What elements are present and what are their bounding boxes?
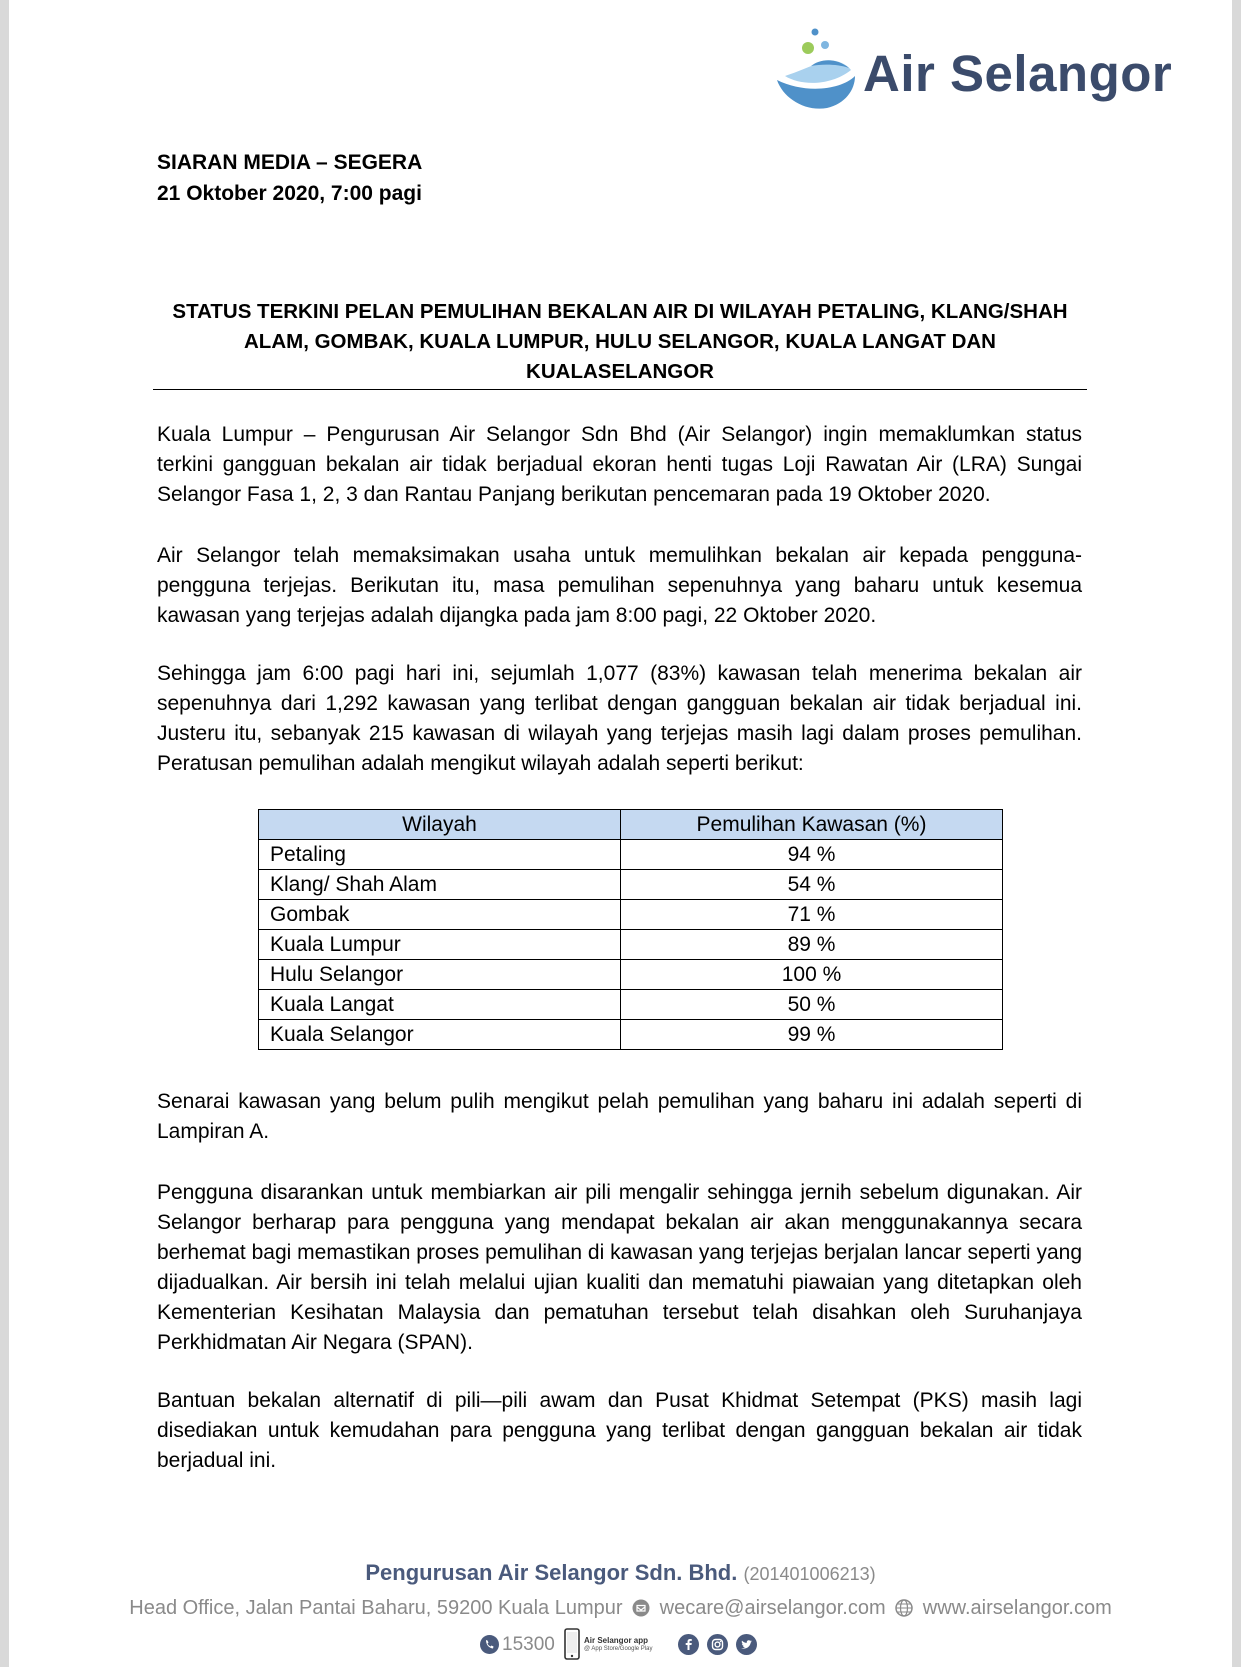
release-datetime: 21 Oktober 2020, 7:00 pagi (157, 182, 422, 205)
page-title: STATUS TERKINI PELAN PEMULIHAN BEKALAN AIR DI WILAYAH PETALING, KLANG/SHAH ALAM, GOMBAK, KUALA LUMPUR, HULU SELANGOR, KUALA LANGAT DAN KUALASELANGOR (172, 300, 1068, 383)
page-edge-left (0, 0, 9, 1667)
hotline-number: 15300 (502, 1634, 555, 1655)
percent-cell: 99 % (621, 1020, 1003, 1050)
facebook-icon[interactable] (678, 1634, 699, 1661)
media-release-header (157, 147, 422, 209)
column-header-pemulihan: Pemulihan Kawasan (%) (621, 810, 1003, 840)
table-header-row (259, 810, 1003, 840)
footer-email[interactable]: wecare@airselangor.com (659, 1597, 886, 1619)
page-edge-right (1232, 0, 1241, 1667)
column-header-wilayah: Wilayah (259, 810, 621, 840)
air-selangor-logo (775, 28, 1175, 118)
paragraph-alternative-supply: Bantuan bekalan alternatif di pili—pili awam dan Pusat Khidmat Setempat (PKS) masih lagi disediakan untuk kemudahan para pengguna yang terlibat dengan gangguan bekalan air tidak berjadual ini. (157, 1389, 1082, 1472)
company-reg-no: (201401006213) (743, 1564, 876, 1584)
paragraph-status: Sehingga jam 6:00 pagi hari ini, sejumlah 1,077 (83%) kawasan telah menerima bekalan air sepenuhnya dari 1,292 kawasan yang terlibat dengan gangguan bekalan air tidak berjadual ini. Justeru itu, sebanyak 215 kawasan di wilayah yang terjejas masih lagi dalam proses pemulihan. Peratusan pemulihan adalah mengikut wilayah adalah seperti berikut: (157, 662, 1082, 775)
footer-address: Head Office, Jalan Pantai Baharu, 59200 Kuala Lumpur (129, 1597, 623, 1619)
table-row (259, 900, 1003, 930)
percent-cell: 50 % (621, 990, 1003, 1020)
region-cell: Petaling (259, 840, 621, 870)
table-row (259, 840, 1003, 870)
table-row (259, 960, 1003, 990)
percent-cell: 94 % (621, 840, 1003, 870)
globe-icon (895, 1599, 913, 1623)
percent-cell: 71 % (621, 900, 1003, 930)
paragraph-advice: Pengguna disarankan untuk membiarkan air pili mengalir sehingga jernih sebelum digunakan. Air Selangor berharap para pengguna yang mendapat bekalan air akan menggunakannya secara berhemat bagi memastikan proses pemulihan di kawasan yang terjejas berjalan lancar seperti yang dijadualkan. Air bersih ini telah melalui ujian kualiti dan mematuhi piawaian yang ditetapkan oleh Kementerian Kesihatan Malaysia dan pematuhan tersebut telah disahkan oleh Suruhanjaya Perkhidmatan Air Negara (SPAN). (157, 1181, 1082, 1354)
app-store-note: @ App Store/Google Play (584, 1646, 653, 1652)
footer-website[interactable]: www.airselangor.com (922, 1597, 1112, 1619)
footer-social (480, 1628, 780, 1662)
phone-icon (480, 1635, 499, 1660)
percent-cell: 100 % (621, 960, 1003, 990)
region-cell: Kuala Selangor (259, 1020, 621, 1050)
region-cell: Klang/ Shah Alam (259, 870, 621, 900)
percent-cell: 89 % (621, 930, 1003, 960)
mobile-app-icon (564, 1628, 580, 1666)
footer-contact (0, 1597, 1241, 1623)
region-cell: Kuala Lumpur (259, 930, 621, 960)
email-icon (632, 1599, 650, 1623)
company-name: Pengurusan Air Selangor Sdn. Bhd. (365, 1560, 738, 1585)
twitter-icon[interactable] (736, 1634, 757, 1661)
paragraph-appendix: Senarai kawasan yang belum pulih mengikut pelah pemulihan yang baharu ini adalah seperti di Lampiran A. (157, 1090, 1082, 1143)
table-row (259, 930, 1003, 960)
release-label: SIARAN MEDIA – SEGERA (157, 151, 423, 174)
footer-company (0, 1560, 1241, 1586)
paragraph-restoration-time: Air Selangor telah memaksimakan usaha untuk memulihkan bekalan air kepada pengguna-pengguna terjejas. Berikutan itu, masa pemulihan sepenuhnya yang baharu untuk kesemua kawasan yang terjejas adalah dijangka pada jam 8:00 pagi, 22 Oktober 2020. (157, 544, 1082, 627)
recovery-table (258, 809, 1003, 1050)
region-cell: Kuala Langat (259, 990, 621, 1020)
water-drop-logo-icon (775, 28, 865, 118)
region-cell: Hulu Selangor (259, 960, 621, 990)
paragraph-intro: Kuala Lumpur – Pengurusan Air Selangor Sdn Bhd (Air Selangor) ingin memaklumkan status terkini gangguan bekalan air tidak berjadual ekoran henti tugas Loji Rawatan Air (LRA) Sungai Selangor Fasa 1, 2, 3 dan Rantau Panjang berikutan pencemaran pada 19 Oktober 2020. (157, 423, 1082, 506)
instagram-icon[interactable] (707, 1634, 728, 1661)
percent-cell: 54 % (621, 870, 1003, 900)
app-title: Air Selangor app (584, 1636, 649, 1645)
table-row (259, 1020, 1003, 1050)
logo-wordmark: Air Selangor (863, 45, 1173, 102)
table-row (259, 990, 1003, 1020)
table-row (259, 870, 1003, 900)
title-divider (153, 389, 1087, 390)
region-cell: Gombak (259, 900, 621, 930)
